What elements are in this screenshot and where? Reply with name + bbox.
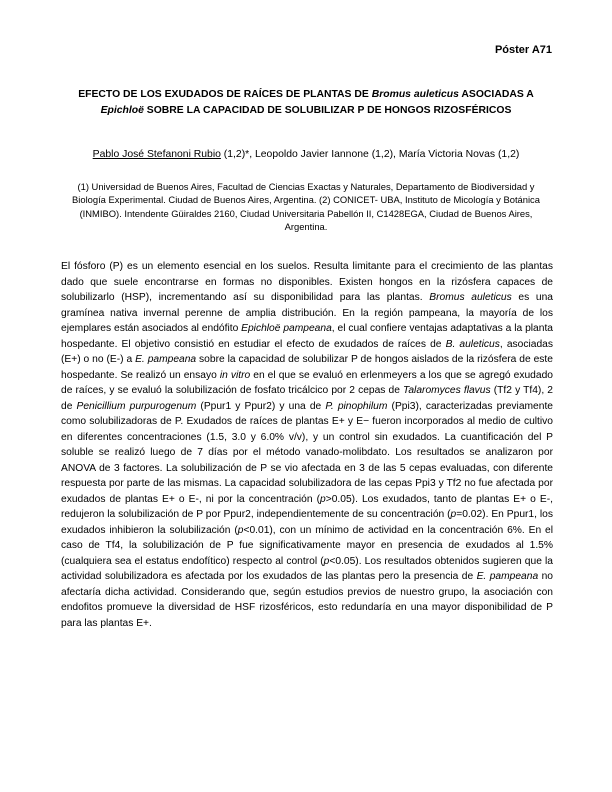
abstract-italic: p: [237, 524, 244, 536]
abstract-text: , el cual confiere ventajas adaptativas a la planta hospedante. El objetivo consistió en estudiar el efecto de exudados de raíces de: [61, 323, 554, 350]
abstract-title: [54, 87, 558, 118]
abstract-text: es una gramínea nativa invernal perenne de amplia distribución. En la región pampeana, la mayoría de los ejemplares están asociados al endófito: [61, 292, 554, 334]
abstract-italic: B. auleticus: [445, 338, 500, 350]
title-part: SOBRE LA CAPACIDAD DE SOLUBILIZAR P DE HONGOS RIZOSFÉRICOS: [143, 104, 512, 116]
abstract-text: <0.01), con un mínimo de actividad en la concentración 6%. En el caso de Tf4, la solubilización de P fue significativamente mayor en presencia de exudados al 1.5% (cualquiera sea el estatus endofítico) respecto al control (: [61, 524, 553, 567]
abstract-italic: p: [323, 555, 330, 567]
abstract-text: en el que se evaluó en erlenmeyers a los que se agregó exudado de raíces, y se evaluó la solubilización de fosfato tricálcico por 2 cepas de: [61, 369, 553, 396]
abstract-italic: Talaromyces flavus: [403, 385, 491, 396]
abstract-text: (Tf2 y Tf4), 2 de: [61, 385, 553, 412]
title-part: EFECTO DE LOS EXUDADOS DE RAÍCES DE PLANTAS DE: [78, 89, 372, 100]
poster-id: Póster A71: [494, 44, 552, 56]
abstract-text: , asociadas (E+) o no (E-) a: [61, 338, 553, 365]
title-genus: Epichloë: [100, 104, 144, 116]
abstract-italic: in vitro: [219, 369, 251, 381]
other-authors: (1,2)*, Leopoldo Javier Iannone (1,2), María Victoria Novas (1,2): [220, 149, 520, 160]
abstract-italic: E. pampeana: [135, 354, 197, 365]
abstract-italic: Epichloë pampeana: [241, 323, 332, 334]
abstract-text: El fósforo (P) es un elemento esencial en los suelos. Resulta limitante para el crecimiento de las plantas dado que suele encontrarse en formas no disponibles. Existen hongos en la rizósfera capaces de solubilizarlo (HSP), incrementando así su disponibilidad para las plantas.: [61, 261, 553, 303]
abstract-italic: E. pampeana: [476, 571, 539, 582]
title-part: ASOCIADAS A: [458, 89, 534, 100]
title-species: Bromus auleticus: [371, 89, 459, 100]
abstract-italic: P. pinophilum: [325, 400, 388, 412]
abstract-text: <0.05). Los resultados obtenidos sugieren que la actividad solubilizadora es afectada por los exudados de las plantas pero la presencia de: [61, 555, 554, 582]
abstract-text: >0.05). Los exudados, tanto de plantas E+ o E-, redujeron la solubilización de P por Ppur2, independientemente de su concentración (: [61, 493, 553, 520]
abstract-text: no afectaría dicha actividad. Considerando que, según estudios previos de nuestro grupo, la asociación con endofitos promueve la diversidad de HSF rizosféricos, esto redundaría en una mayor disponibilidad de P para las plantas E+.: [61, 571, 553, 629]
first-author: Pablo José Stefanoni Rubio: [92, 149, 221, 160]
abstract-text: sobre la capacidad de solubilizar P de hongos aislados de la rizósfera de este hospedante. Se realizó un ensayo: [61, 354, 553, 381]
abstract-text: =0.02). En Ppur1, los exudados inhibieron la solubilización (: [61, 509, 553, 536]
abstract-body: [61, 259, 553, 631]
abstract-text: (Ppur1 y Ppur2) y una de: [196, 400, 326, 412]
abstract-italic: p: [320, 493, 326, 505]
abstract-italic: Penicillium purpurogenum: [76, 400, 197, 412]
author-list: [54, 148, 558, 162]
affiliations: (1) Universidad de Buenos Aires, Facultad de Ciencias Exactas y Naturales, Departamento de Biodiversidad y Biología Experimental. Ciudad de Buenos Aires, Argentina. (2) CONICET- UBA, Instituto de Micología y Botánica (INMIBO). Intendente Güiraldes 2160, Ciudad Universitaria Pabellón II, C1428EGA, Ciudad de Buenos Aires, Argentina.: [72, 181, 540, 232]
abstract-italic: Bromus auleticus: [429, 292, 512, 303]
abstract-italic: p: [450, 509, 457, 520]
abstract-text: (Ppi3), caracterizadas previamente como solubilizadoras de P. Exudados de raíces de plantas E+ y E− fueron incorporados al medio de cultivo en diferentes concentraciones (1.5, 3.0 y 6.0% v/v), y un control sin exudados. La cuantificación del P soluble se realizó luego de 7 días por el método vanado-molibdato. Los resultados se analizaron por ANOVA de 3 factores. La solubilización de P se vio afectada en 3 de las 5 cepas evaluadas, con diferente respuesta por parte de las mismas. La capacidad solubilizadora de las cepas Ppi3 y Tf2 no fue afectada por exudados de plantas E+ o E-, ni por la concentración (: [61, 400, 554, 505]
